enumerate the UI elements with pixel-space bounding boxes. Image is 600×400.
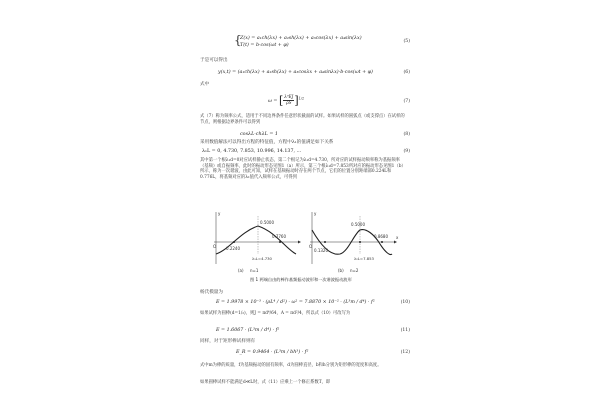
figure-1a-mode-n: n=1 xyxy=(250,268,259,273)
equation-7-denominator: ρS xyxy=(286,100,292,105)
figure-1b-x-label: x xyxy=(396,235,399,240)
figure-1a-node-1 xyxy=(233,241,235,243)
paragraph-eigen-description: 其中第一个根λ₁d=0对应试样静止状态，第二个根记为λ₁d=4.730，所对应的试样振动频率称为基振频率（基频）或自振频率，此时的振动形态见图1（a）所示，第三个根λ₁d=7.853所对应的振动形态见图1（b）所示，称为一次谐波，由此可知，试样在基频振动时存在两个节点，它们的位置分别距端部0.224L和0.776L，将基频对应的λ₁值代入频率公式，可得到 xyxy=(200,158,406,180)
equation-number-8: (8) xyxy=(403,132,410,137)
paragraph-eq7-description: 式（7）称为频率公式，适用于不同边界条件任意形状截面的试样。如果试样的圆弧点（或支撑点）在试样的节点，则根据边界条件可以得到 xyxy=(200,114,405,125)
equation-number-11: (11) xyxy=(400,328,410,333)
figure-1a-sublabel: (a) xyxy=(238,268,244,273)
equation-number-10: (10) xyxy=(400,300,410,305)
figure-1a-node-2 xyxy=(279,241,281,243)
equation-brace: { xyxy=(234,33,242,47)
figure-1a-origin-label: O xyxy=(213,244,217,249)
figure-1b-node-2-label: 0.8680 xyxy=(374,234,388,239)
figure-1b-node-mid xyxy=(359,241,361,243)
equation-number-6: (6) xyxy=(403,70,410,75)
figure-1a-node-1-label: 0.2240 xyxy=(226,246,240,251)
paragraph-rectangular-rod: 同样，对于矩形棒试样则有 xyxy=(200,339,256,344)
figure-1 xyxy=(210,204,400,284)
equation-6: y(x,t) = (a₁ch(λx) + a₂sh(λx) + a₃cosλx + a₄sinλx)·b·cos(ωt + φ) xyxy=(218,70,373,75)
figure-1b-x-arrow xyxy=(394,241,397,244)
equation-7: ω = [ $\frac{\text{λ⁴EJ}}{\rho S}$ ]$^{1/2}$ xyxy=(268,94,305,107)
figure-1a-panel xyxy=(213,211,301,273)
equation-8: cosλL·chλL = 1 xyxy=(240,132,278,137)
equation-number-9: (9) xyxy=(403,149,410,154)
equation-12: E_R = 0.9464 · (L³m / bh³) · f² xyxy=(236,350,309,355)
figure-1a-x-arrow xyxy=(298,241,301,244)
figure-1b-mode-n: n=2 xyxy=(350,268,359,273)
figure-1a-mid-label: 0.5000 xyxy=(260,220,274,225)
figure-1b-y-label: y xyxy=(314,211,317,216)
equation-10: E = 1.9978 × 10⁻³ · (ρL⁴ / d²) · ω² = 7.8870 × 10⁻² · (L³m / d⁴) · f² xyxy=(216,300,375,305)
paragraph-intro: 于是可以得出 xyxy=(200,58,228,63)
equation-number-7: (7) xyxy=(403,99,410,104)
paragraph-correction: 如果圆棒试样不能满足d≪L时，式（11）应乘上一个修正系数T，即 xyxy=(200,380,331,385)
figure-1b-origin-label: O xyxy=(309,244,313,249)
paragraph-after-eq8: 采用数值解法可以得出方程的特征值，方程中λ₁的值满足如下关系 xyxy=(200,140,334,145)
equation-7-numerator: λ⁴EJ xyxy=(284,94,294,100)
equation-5-line2: T(t) = b·cos(ωt + φ) xyxy=(240,43,289,48)
paragraph-dynamic-modulus: 杨氏模量为 xyxy=(200,290,223,295)
figure-1a-y-label: y xyxy=(218,211,221,216)
equation-number-12: (12) xyxy=(400,350,410,355)
figure-1-caption: 图 1 两端自由的棒作基频振动波形和一次谐波振动波形 xyxy=(250,277,352,282)
equation-7-exponent: 1/2 xyxy=(298,96,305,101)
figure-1b-node-1 xyxy=(324,241,326,243)
equation-11: E = 1.6067 · (L³m / d⁴) · f² xyxy=(216,328,280,333)
paragraph-eq-lead: 式中 xyxy=(200,82,210,87)
figure-1b-panel xyxy=(309,211,399,273)
equation-5-line1: Z(x) = a₁ch(λx) + a₂sh(λx) + a₃cos(λx) + a₄sin(λx) xyxy=(240,36,362,41)
figure-1b-node-1-label: 0.1320 xyxy=(314,248,328,253)
figure-1a-lambda-label: λ₁L=4.730 xyxy=(252,256,272,261)
eigenvalue-list: λ₁L = 0, 4.730, 7.853, 10.996, 14.137, … xyxy=(202,149,302,154)
equation-number-5: (5) xyxy=(403,39,410,44)
figure-1b-lambda-label: λ₂L=7.853 xyxy=(354,256,374,261)
figure-1a-node-2-label: 0.7760 xyxy=(272,234,286,239)
figure-1b-sublabel: (b) xyxy=(338,268,344,273)
figure-1b-node-2 xyxy=(381,241,383,243)
paragraph-symbols: 式中m为棒的质量，f为基频振动的固有频率，d为圆棒直径，b和h分别为矩形棒的宽度和高度。 xyxy=(200,363,382,368)
paper-page xyxy=(200,28,410,396)
figure-1b-mid-label: 0.5000 xyxy=(351,222,365,227)
paragraph-circular-rod: 如果试样为圆棒(d=1/₂)，则J = πd⁴/64，A = πd²/4，所以式（10）可改写为 xyxy=(200,311,351,316)
equation-7-lhs: ω = xyxy=(268,99,278,104)
